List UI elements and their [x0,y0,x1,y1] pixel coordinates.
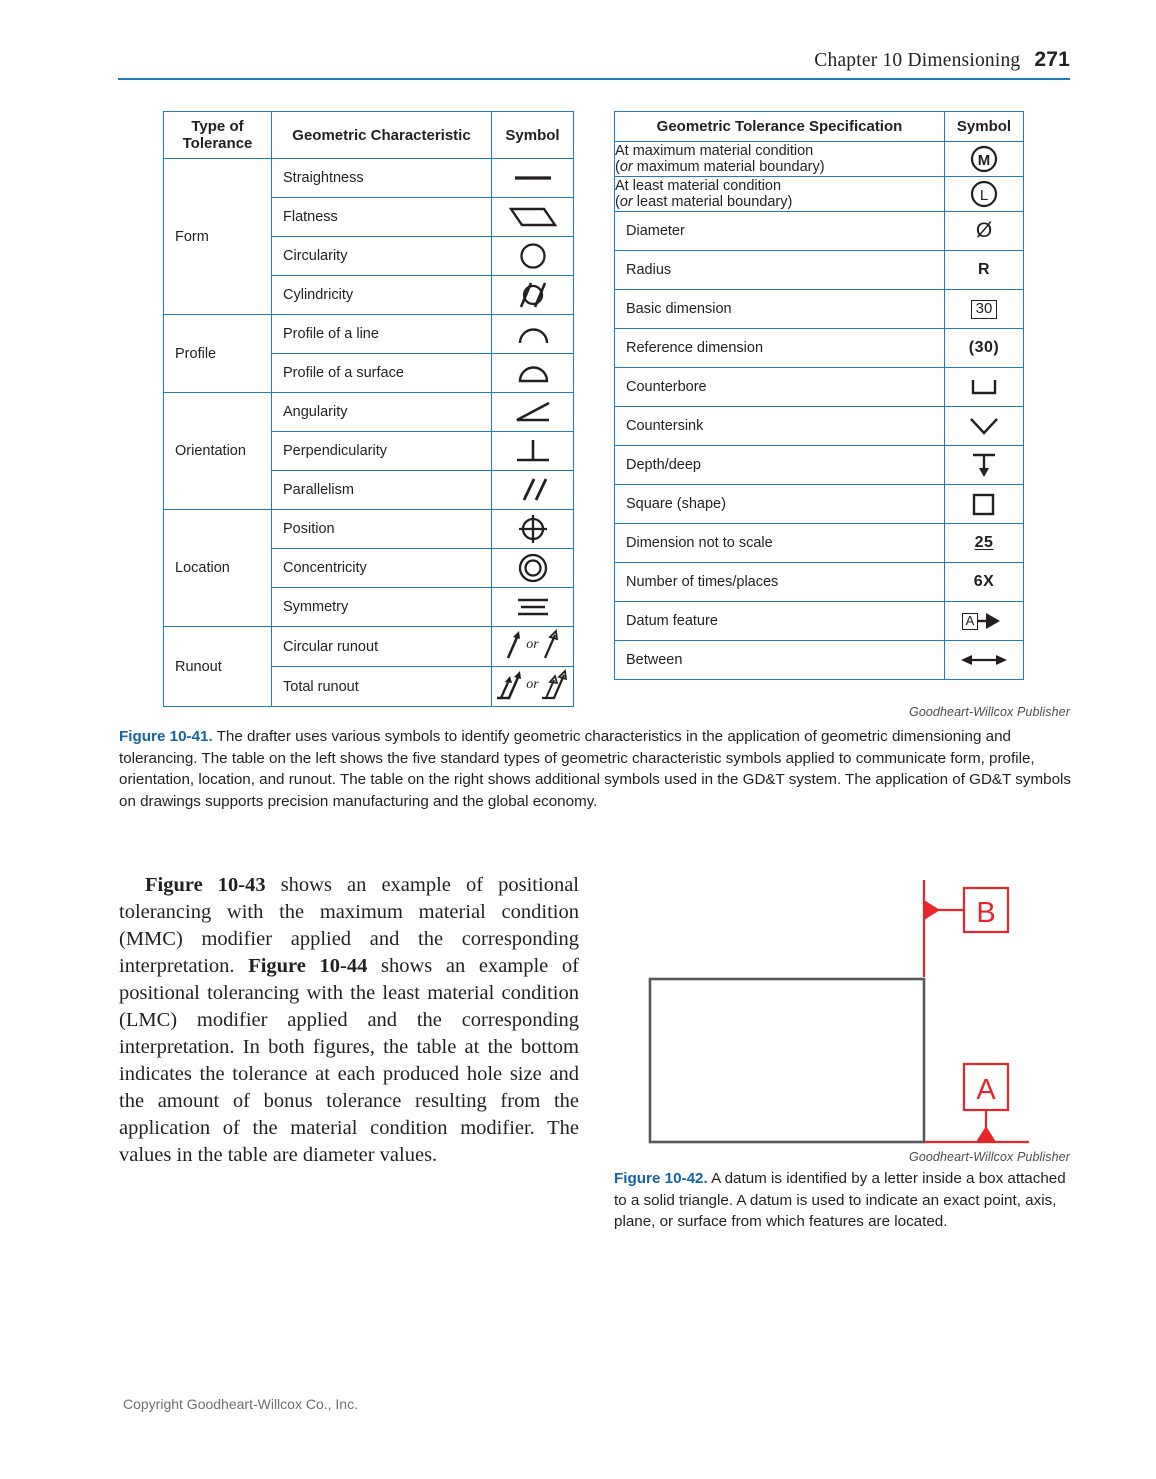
table-row [164,393,574,432]
perpendicularity-symbol [492,432,574,471]
spec-line-1: At least material condition [615,178,782,194]
counterbore-symbol [945,368,1024,407]
header-symbol: Symbol [945,112,1024,142]
characteristic-circularity: Circularity [272,237,492,276]
figure-label: Figure 10-42. [614,1170,708,1187]
datum-feature-symbol [945,602,1024,641]
group-label-orientation: Orientation [164,393,272,510]
spec-line-2-italic: or [619,159,633,175]
characteristic-angularity: Angularity [272,393,492,432]
spec-countersink: Countersink [615,407,945,446]
position-symbol [492,510,574,549]
diameter-symbol [945,212,1024,251]
group-label-profile: Profile [164,315,272,393]
circular-runout-symbol [492,627,574,667]
table-row [615,177,1024,212]
table-header-row [164,112,574,159]
characteristic-circular-runout: Circular runout [272,627,492,667]
table-row [164,627,574,667]
body-paragraph [119,872,579,1169]
geometric-characteristic-table [163,111,574,707]
datum-b-triangle [924,900,940,920]
geometric-tolerance-specification-table [614,111,1024,680]
chapter-title: Chapter 10 Dimensioning [814,50,1021,71]
header-symbol: Symbol [492,112,574,159]
characteristic-total-runout: Total runout [272,667,492,707]
figure-10-41-caption [119,726,1071,812]
times-places-glyph: 6X [973,573,995,590]
table-row [615,602,1024,641]
header-rule [118,78,1070,80]
spec-dimension-not-to-scale: Dimension not to scale [615,524,945,563]
diameter-glyph: Ø [975,219,993,242]
cylindricity-symbol [492,276,574,315]
profile-of-a-line-symbol [492,315,574,354]
profile-of-a-surface-symbol [492,354,574,393]
spec-at-least-material-condition [615,177,945,212]
characteristic-profile-of-a-line: Profile of a line [272,315,492,354]
spec-depth-deep: Depth/deep [615,446,945,485]
figure-reference-10-44: Figure 10-44 [248,955,368,977]
table-row [615,251,1024,290]
spec-at-maximum-material-condition [615,142,945,177]
datum-a-triangle [976,1126,996,1142]
table-row [615,142,1024,177]
total-runout-symbol [492,667,574,707]
figure-caption-text: The drafter uses various symbols to identify geometric characteristics in the application of geometric dimensioning and tolerancing. The table on the left shows the five standard types of geometric characteristic symbols applied to communicate form, profile, orientation, location, and runout. The table on the right shows additional symbols used in the GD&T system. The application of GD&T symbols on drawings supports precision manufacturing and the global economy. [119,728,1071,810]
header-geometric-tolerance-specification: Geometric Tolerance Specification [615,112,945,142]
straightness-symbol [492,159,574,198]
spec-number-of-times-places: Number of times/places [615,563,945,602]
symmetry-symbol [492,588,574,627]
characteristic-flatness: Flatness [272,198,492,237]
svg-text:L: L [979,187,989,204]
reference-dimension-glyph: (30) [968,339,1000,356]
basic-dimension-symbol [945,290,1024,329]
datum-a-label: A [976,1074,996,1106]
times-places-symbol [945,563,1024,602]
radius-glyph: R [977,261,991,278]
characteristic-symmetry: Symmetry [272,588,492,627]
svg-text:M: M [977,152,991,169]
part-outline-rect [650,979,924,1142]
characteristic-profile-of-a-surface: Profile of a surface [272,354,492,393]
parallelism-symbol [492,471,574,510]
spec-counterbore: Counterbore [615,368,945,407]
spec-diameter: Diameter [615,212,945,251]
reference-dimension-symbol [945,329,1024,368]
spec-square-shape: Square (shape) [615,485,945,524]
spec-line-2-italic: or [619,194,633,210]
table-row [164,510,574,549]
table-row [615,212,1024,251]
table-row [615,329,1024,368]
spec-line-1: At maximum material condition [615,143,814,159]
characteristic-straightness: Straightness [272,159,492,198]
square-shape-symbol [945,485,1024,524]
page-number: 271 [1034,48,1070,71]
group-label-runout: Runout [164,627,272,707]
table-row [164,315,574,354]
spec-basic-dimension: Basic dimension [615,290,945,329]
header-geometric-characteristic: Geometric Characteristic [272,112,492,159]
characteristic-concentricity: Concentricity [272,549,492,588]
header-line-2: Tolerance [182,135,253,152]
figure-reference-10-43: Figure 10-43 [145,874,266,896]
table-header-row [615,112,1024,142]
not-to-scale-glyph: 25 [974,534,994,551]
basic-dimension-glyph: 30 [971,300,998,319]
table-row [164,159,574,198]
spec-line-2-rest: maximum material boundary) [632,159,825,175]
lmc-circled-l-symbol [945,177,1024,212]
table-row [615,524,1024,563]
figure-10-42-caption [614,1168,1072,1233]
flatness-symbol [492,198,574,237]
body-text-run-4: shows an example of positional tolerancing with the least material condition (LMC) modifier applied and the corresponding interpretation. In both figures, the table at the bottom indicates the tolerance at each produced hole size and the amount of bonus tolerance resulting from the application of the material condition modifier. The values in the table are diameter values. [119,955,579,1166]
body-text-run-2: shows an example of positional tolerancing with the maximum material condition (MMC) modifier applied and the corresponding interpretation. [119,874,579,977]
or-label: or [526,676,539,692]
running-head [118,48,1070,72]
figure-caption-text: A datum is identified by a letter inside a box attached to a solid triangle. A datum is used to indicate an exact point, axis, plane, or surface from which features are located. [614,1170,1066,1230]
spec-line-2-open: ( [615,159,620,175]
depth-deep-symbol [945,446,1024,485]
characteristic-parallelism: Parallelism [272,471,492,510]
table-row [615,485,1024,524]
header-line-1: Type of [191,118,244,135]
radius-symbol [945,251,1024,290]
figure-credit-tables: Goodheart-Willcox Publisher [909,705,1070,719]
concentricity-symbol [492,549,574,588]
spec-datum-feature: Datum feature [615,602,945,641]
spec-between: Between [615,641,945,680]
angularity-symbol [492,393,574,432]
or-label: or [526,636,539,652]
table-row [615,407,1024,446]
characteristic-position: Position [272,510,492,549]
group-label-location: Location [164,510,272,627]
spec-reference-dimension: Reference dimension [615,329,945,368]
table-row [615,641,1024,680]
figure-10-42-graphic [614,872,1072,1150]
spec-line-2-rest: least material boundary) [632,194,793,210]
countersink-symbol [945,407,1024,446]
characteristic-cylindricity: Cylindricity [272,276,492,315]
characteristic-perpendicularity: Perpendicularity [272,432,492,471]
table-row [615,368,1024,407]
group-label-form: Form [164,159,272,315]
figure-label: Figure 10-41. [119,728,213,745]
table-row [615,563,1024,602]
figure-credit-10-42: Goodheart-Willcox Publisher [909,1150,1070,1164]
header-type-of-tolerance [164,112,272,159]
table-row [615,290,1024,329]
between-symbol [945,641,1024,680]
circularity-symbol [492,237,574,276]
datum-letter-glyph: A [962,613,979,630]
table-row [615,446,1024,485]
spec-radius: Radius [615,251,945,290]
mmc-circled-m-symbol [945,142,1024,177]
copyright-footer: Copyright Goodheart-Willcox Co., Inc. [123,1396,358,1412]
spec-line-2-open: ( [615,194,620,210]
datum-b-label: B [976,897,996,929]
not-to-scale-symbol [945,524,1024,563]
